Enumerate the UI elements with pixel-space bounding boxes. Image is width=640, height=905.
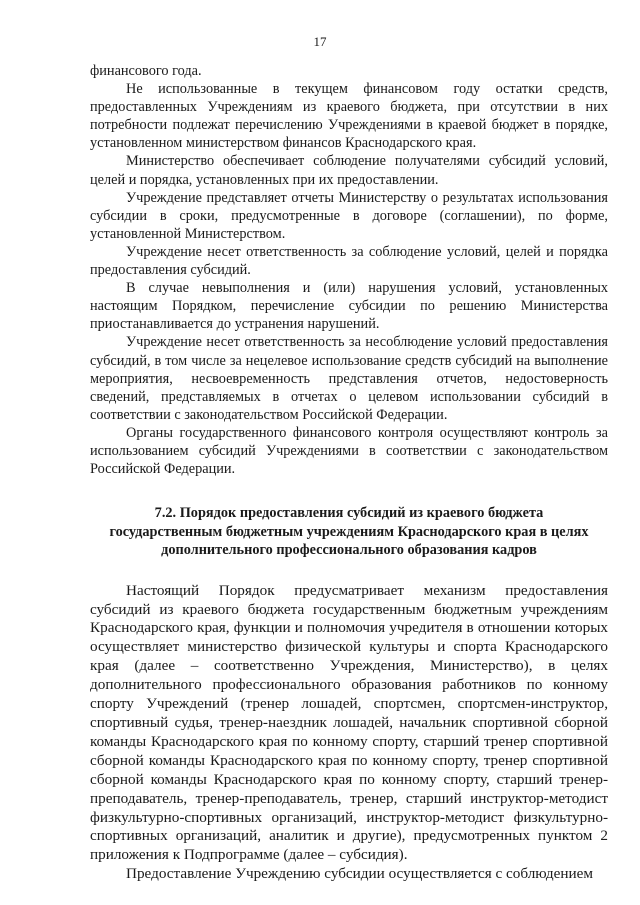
paragraph: Учреждение несет ответственность за несоблюдение условий предоставления субсидий, в том числе за нецелевое использование средств субсидий на выполнение мероприятия, несвоевременность представления отчетов, недостоверность сведений, представляемых в отчетах о целевом использовании субсидий в соответствии с законодательством Российской Федерации. xyxy=(90,334,608,423)
paragraph: Не использованные в текущем финансовом году остатки средств, предоставленных Учреждениям из краевого бюджета, при отсутствии в них потребности подлежат перечислению Учреждениями в краевой бюджет в порядке, установленном министерством финансов Краснодарского края. xyxy=(90,81,608,152)
paragraph: Министерство обеспечивает соблюдение получателями субсидий условий, целей и порядка, установленных при их предоставлении. xyxy=(90,153,608,188)
paragraph: В случае невыполнения и (или) нарушения условий, установленных настоящим Порядком, перечисление субсидии по решению Министерства приостанавливается до устранения нарушений. xyxy=(90,280,608,333)
page-number: 17 xyxy=(313,34,327,49)
paragraph: Учреждение представляет отчеты Министерству о результатах использования субсидии в сроки, предусмотренные в договоре (соглашении), по форме, установленной Министерством. xyxy=(90,189,608,242)
section-subsidy-procedure xyxy=(90,582,608,885)
paragraph: финансового года. xyxy=(90,63,202,79)
paragraph: Предоставление Учреждению субсидии осуществляется с соблюдением xyxy=(126,865,593,883)
paragraph: Учреждение несет ответственность за соблюдение условий, целей и порядка предоставления субсидий. xyxy=(90,243,608,279)
document-body xyxy=(90,62,608,884)
paragraph: Органы государственного финансового контроля осуществляют контроль за использованием субсидий Учреждениями в соответствии с законодательством Российской Федерации. xyxy=(90,424,608,478)
section-heading: 7.2. Порядок предоставления субсидий из краевого бюджета государственным бюджетным учреждениям Краснодарского края в целях дополнительного профессионального образования кадров xyxy=(109,505,589,559)
section-obligations xyxy=(90,62,608,478)
paragraph: Настоящий Порядок предусматривает механизм предоставления субсидий из краевого бюджета государственным бюджетным учреждениям Краснодарского края, функции и полномочия учредителя в отношении которых осуществляет министерство физической культуры и спорта Краснодарского края (далее – соответственно Учреждения, Министерство), в целях дополнительного профессионального образования работников по конному спорту Учреждений (тренер лошадей, спортсмен, спортсмен-инструктор, спортивный судья, тренер-наездник лошадей, начальник спортивной сборной команды Краснодарского края по конному спорту, старший тренер спортивной сборной команды Краснодарского края по конному спорту, тренер спортивной сборной команды Краснодарского края по конному спорту, старший тренер-преподаватель, тренер-преподаватель, тренер, старший инструктор-методист физкультурно-спортивных организаций, инструктор-методист физкультурно-спортивных организаций, аналитик и другие), предусмотренных пунктом 2 приложения к Подпрограмме (далее – субсидия). xyxy=(90,581,608,864)
